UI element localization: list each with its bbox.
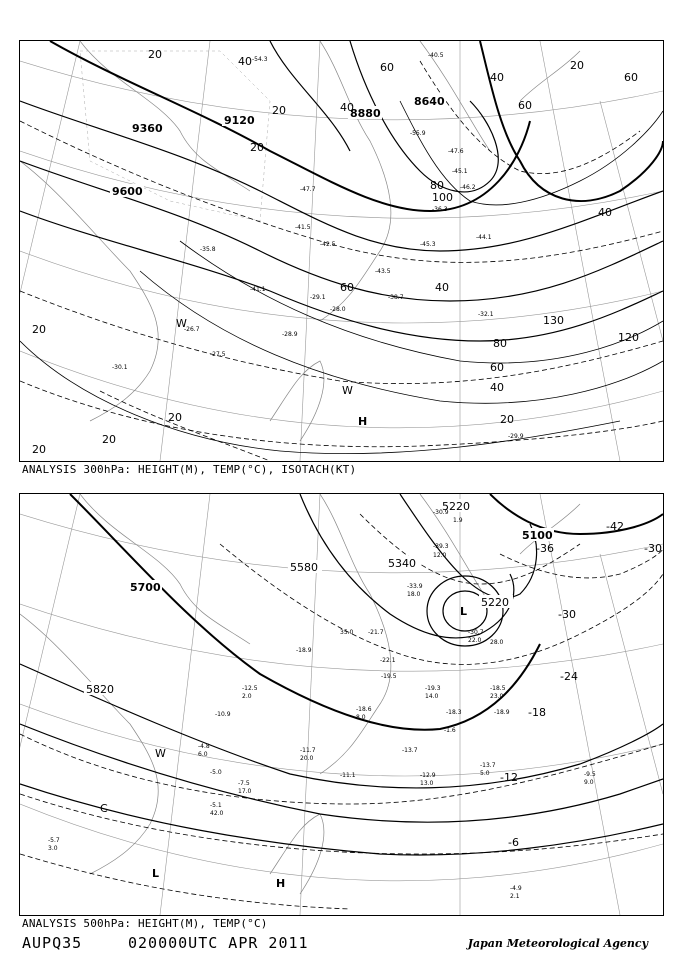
isotach-label: 20 (570, 59, 584, 72)
isotach-label: 20 (168, 411, 182, 424)
temp-label: -36.3 (432, 206, 448, 213)
temp-label: -18.6 (356, 706, 372, 713)
temp-label: -11.7 (300, 747, 316, 754)
dewpoint-label: 14.0 (425, 693, 439, 700)
product-code: AUPQ35 (22, 934, 83, 952)
isotach-label: 20 (32, 443, 46, 456)
temp-label: -41.1 (250, 286, 266, 293)
isotach-label: 40 (340, 101, 354, 114)
temp-label: -18.9 (296, 647, 312, 654)
dewpoint-label: 22.0 (468, 637, 482, 644)
temp-line-label: -36 (536, 542, 554, 555)
isotach-label: 100 (432, 191, 453, 204)
temp-label: -28.0 (330, 306, 346, 313)
temp-label: -19.3 (425, 685, 441, 692)
isotach-label: 60 (380, 61, 394, 74)
dewpoint-label: 35.0 (340, 629, 354, 636)
temp-line-label: -6 (508, 836, 519, 849)
dewpoint-label: 2.0 (242, 693, 252, 700)
height-label: 5220 (442, 500, 470, 513)
temp-label: -47.7 (300, 186, 316, 193)
dewpoint-label: 5.0 (480, 770, 490, 777)
dewpoint-label: 28.0 (490, 639, 504, 646)
isotach-label: 40 (435, 281, 449, 294)
chart-500hpa (19, 493, 664, 916)
dewpoint-label: 12.0 (433, 552, 447, 559)
dewpoint-label: 23.0 (490, 693, 504, 700)
temp-label: -29.1 (310, 294, 326, 301)
temp-label: -22.1 (380, 657, 396, 664)
isotach-label: 20 (250, 141, 264, 154)
height-label: 5580 (290, 561, 318, 574)
temp-label: -29.9 (508, 433, 524, 440)
pressure-system-marker: W (342, 384, 353, 397)
isotherms (20, 61, 663, 461)
pressure-system-marker: C (100, 802, 108, 815)
dewpoint-label: 13.0 (420, 780, 434, 787)
isotherms (20, 514, 663, 909)
dewpoint-label: 18.0 (407, 591, 421, 598)
isotachs (20, 101, 663, 454)
temp-label: -45.3 (420, 241, 436, 248)
temp-label: -35.8 (200, 246, 216, 253)
dewpoint-label: 6.0 (198, 751, 208, 758)
temp-label: -54.3 (252, 56, 268, 63)
temp-label: -4.8 (198, 743, 210, 750)
isotach-label: 20 (148, 48, 162, 61)
temp-label: -39.3 (433, 543, 449, 550)
temp-label: -27.5 (210, 351, 226, 358)
temp-label: -28.9 (282, 331, 298, 338)
pressure-system-marker: W (155, 747, 166, 760)
chart-500hpa-svg (20, 494, 663, 915)
height-label: 9600 (112, 185, 143, 198)
temp-label: -41.5 (295, 224, 311, 231)
temp-label: -5.7 (48, 837, 60, 844)
graticule (20, 494, 663, 915)
temp-label: -13.7 (402, 747, 418, 754)
dewpoint-label: 17.0 (238, 788, 252, 795)
pressure-systems (176, 317, 367, 428)
height-label: 5820 (86, 683, 114, 696)
temp-label: -26.7 (184, 326, 200, 333)
isotach-label: 40 (238, 55, 252, 68)
isotach-label: 120 (618, 331, 639, 344)
height-labels (84, 499, 554, 696)
chart-300hpa-svg (20, 41, 663, 461)
isotach-label: 20 (102, 433, 116, 446)
temp-label: -32.1 (478, 311, 494, 318)
temp-label: -5.1 (210, 802, 222, 809)
panel-300-caption: ANALYSIS 300hPa: HEIGHT(M), TEMP(°C), ISOTACH(KT) (22, 463, 357, 476)
height-label: 9120 (224, 114, 255, 127)
isotach-label: 40 (598, 206, 612, 219)
temp-label: -38.7 (388, 294, 404, 301)
temp-line-label: -12 (500, 771, 518, 784)
pressure-system-marker: H (358, 415, 368, 428)
temp-label: -30.1 (112, 364, 128, 371)
height-label: 5220 (481, 596, 509, 609)
dewpoint-label: 1.9 (453, 517, 463, 524)
agency-name: Japan Meteorological Agency (467, 937, 648, 950)
height-label: 9360 (132, 122, 163, 135)
isotach-label: 20 (32, 323, 46, 336)
temp-label: -43.5 (375, 268, 391, 275)
isotach-label: 80 (493, 337, 507, 350)
temp-label: -21.7 (368, 629, 384, 636)
temp-label: -7.5 (238, 780, 250, 787)
height-label: 5340 (388, 557, 416, 570)
dewpoint-label: 9.0 (584, 779, 594, 786)
isotach-label: 60 (518, 99, 532, 112)
temp-label: -19.5 (381, 673, 397, 680)
temp-label: -42.5 (320, 241, 336, 248)
temp-label: -12.5 (242, 685, 258, 692)
temp-label: -13.7 (480, 762, 496, 769)
pressure-system-marker: L (460, 605, 468, 618)
isotach-label: 20 (272, 104, 286, 117)
dewpoint-label: 2.1 (510, 893, 520, 900)
temp-label: -5.0 (210, 769, 222, 776)
panel-500-caption: ANALYSIS 500hPa: HEIGHT(M), TEMP(°C) (22, 917, 268, 930)
temp-label: -11.1 (340, 772, 356, 779)
height-label: 8640 (414, 95, 445, 108)
temp-line-label: -18 (528, 706, 546, 719)
isotach-label: 60 (340, 281, 354, 294)
temp-label: -55.9 (410, 130, 426, 137)
temp-label: -18.9 (494, 709, 510, 716)
valid-time: 020000UTC APR 2011 (128, 934, 309, 952)
pressure-system-marker: L (152, 867, 160, 880)
temp-label: -46.2 (460, 184, 476, 191)
pressure-system-marker: W (176, 317, 187, 330)
temp-label: -45.1 (452, 168, 468, 175)
chart-300hpa (19, 40, 664, 462)
temp-line-label: -30 (558, 608, 576, 621)
pressure-system-marker: H (276, 877, 286, 890)
temp-label: -47.6 (448, 148, 464, 155)
temp-label: -18.3 (446, 709, 462, 716)
isotach-label: 40 (490, 381, 504, 394)
isotach-label: 40 (490, 71, 504, 84)
dewpoint-label: 8.0 (356, 714, 366, 721)
isotach-label: 130 (543, 314, 564, 327)
height-label: 5700 (130, 581, 161, 594)
isotach-labels (32, 48, 639, 456)
temp-label: -18.5 (490, 685, 506, 692)
temp-line-label: -30 (644, 542, 662, 555)
temp-label: -9.5 (584, 771, 596, 778)
isotach-label: 80 (430, 179, 444, 192)
isotach-label: 20 (500, 413, 514, 426)
temp-label: -12.9 (420, 772, 436, 779)
temp-line-label: -42 (606, 520, 624, 533)
temp-line-label: -24 (560, 670, 578, 683)
isotach-label: 60 (490, 361, 504, 374)
temp-label: -1.6 (444, 727, 456, 734)
temp-label: -4.9 (510, 885, 522, 892)
dewpoint-label: 3.0 (48, 845, 58, 852)
temp-label: -30.9 (433, 509, 449, 516)
temp-line-labels (500, 520, 662, 849)
temp-label: -30.7 (468, 629, 484, 636)
height-label: 8880 (350, 107, 381, 120)
height-label: 5100 (522, 529, 553, 542)
temp-label: -33.9 (407, 583, 423, 590)
isotach-label: 60 (624, 71, 638, 84)
temp-label: -40.5 (428, 52, 444, 59)
dewpoint-label: 42.0 (210, 810, 224, 817)
dewpoint-label: 20.0 (300, 755, 314, 762)
temp-label: -10.9 (215, 711, 231, 718)
temperature-labels (112, 52, 524, 440)
temp-label: -44.1 (476, 234, 492, 241)
